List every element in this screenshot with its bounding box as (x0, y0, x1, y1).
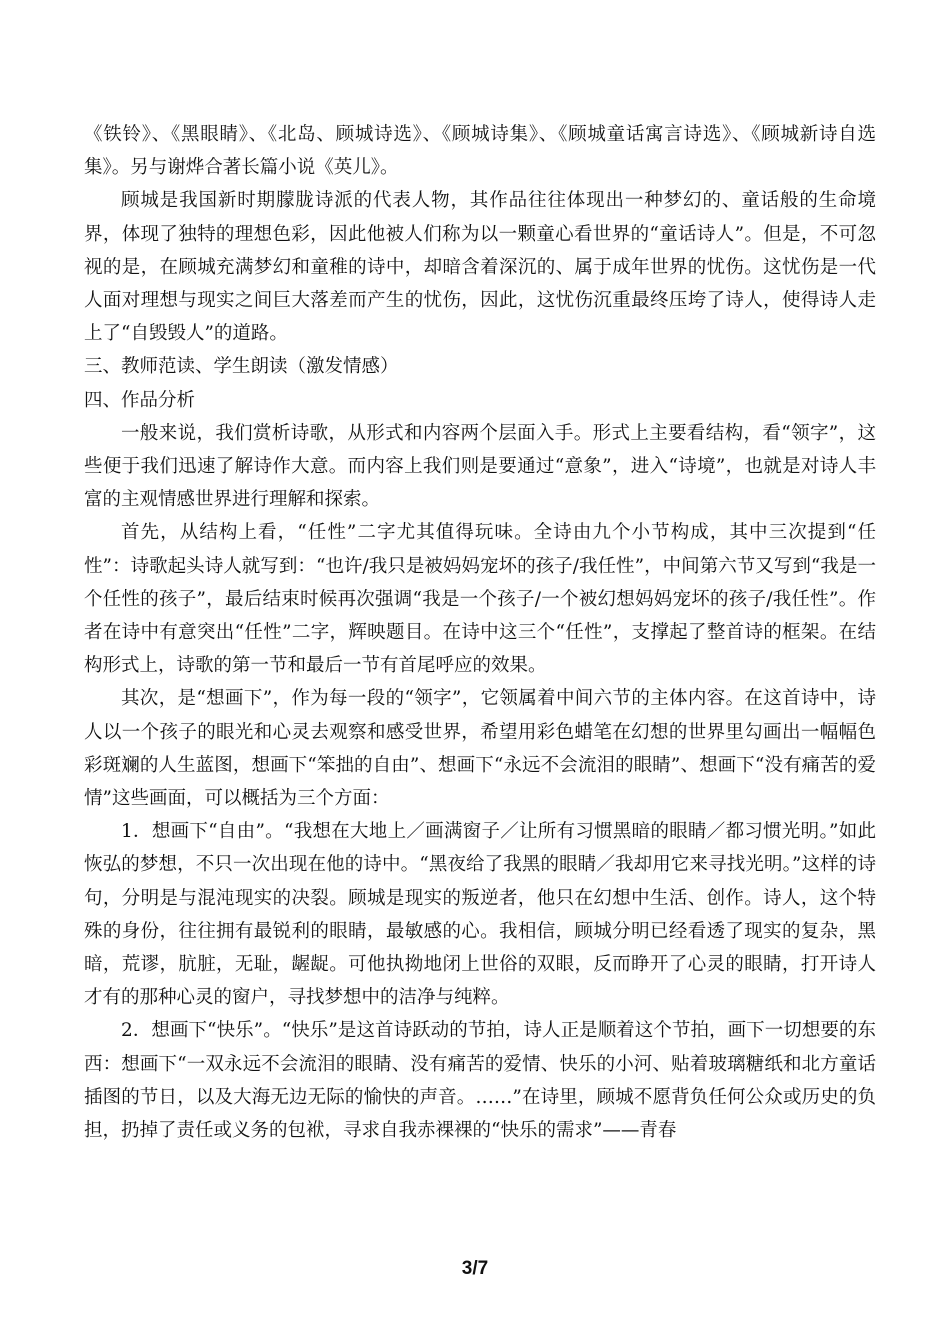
paragraph-point-joy: 2．想画下“快乐”。“快乐”是这首诗跃动的节拍，诗人正是顺着这个节拍，画下一切想要的东西：想画下“一双永远不会流泪的眼睛、没有痛苦的爱情、快乐的小河、贴着玻璃糖纸和北方童话插图的节日，以及大海无边无际的愉快的声音。……”在诗里，顾城不愿背负任何公众或历史的负担，扔掉了责任或义务的包袱，寻求自我赤裸裸的“快乐的需求”——青春 (84, 1020, 876, 1142)
paragraph-poet-intro: 顾城是我国新时期朦胧诗派的代表人物，其作品往往体现出一种梦幻的、童话般的生命境界，体现了独特的理想色彩，因此他被人们称为以一颗童心看世界的“童话诗人”。但是，不可忽视的是，在顾城充满梦幻和童稚的诗中，却暗含着深沉的、属于成年世界的忧伤。这忧伤是一代人面对理想与现实之间巨大落差而产生的忧伤，因此，这忧伤沉重最终压垮了诗人，使得诗人走上了“自毁毁人”的道路。 (84, 190, 876, 345)
paragraph-works-list: 《铁铃》、《黑眼睛》、《北岛、顾城诗选》、《顾城诗集》、《顾城童话寓言诗选》、《顾城新诗自选集》。另与谢烨合著长篇小说《英儿》。 (84, 124, 876, 179)
section-heading-reading: 三、教师范读、学生朗读（激发情感） (84, 356, 399, 378)
document-body (84, 118, 876, 1147)
page-number: 3/7 (461, 1258, 489, 1279)
section-heading-analysis: 四、作品分析 (84, 389, 196, 411)
paragraph-analysis-method: 一般来说，我们赏析诗歌，从形式和内容两个层面入手。形式上主要看结构，看“领字”，这些便于我们迅速了解诗作大意。而内容上我们则是要通过“意象”，进入“诗境”，也就是对诗人丰富的主观情感世界进行理解和探索。 (84, 422, 876, 511)
paragraph-structure: 首先，从结构上看，“任性”二字尤其值得玩味。全诗由九个小节构成，其中三次提到“任性”：诗歌起头诗人就写到：“也许/我只是被妈妈宠坏的孩子/我任性”，中间第六节又写到“我是一个任性的孩子”，最后结束时候再次强调“我是一个孩子/一个被幻想妈妈宠坏的孩子/我任性”。作者在诗中有意突出“任性”二字，辉映题目。在诗中这三个“任性”，支撑起了整首诗的框架。在结构形式上，诗歌的第一节和最后一节有首尾呼应的效果。 (84, 522, 876, 677)
paragraph-lead-word: 其次，是“想画下”，作为每一段的“领字”，它领属着中间六节的主体内容。在这首诗中，诗人以一个孩子的眼光和心灵去观察和感受世界，希望用彩色蜡笔在幻想的世界里勾画出一幅幅色彩斑斓的人生蓝图，想画下“笨拙的自由”、想画下“永远不会流泪的眼睛”、想画下“没有痛苦的爱情”这些画面，可以概括为三个方面： (84, 688, 876, 810)
paragraph-point-freedom: 1．想画下“自由”。“我想在大地上／画满窗子／让所有习惯黑暗的眼睛／都习惯光明。”如此恢弘的梦想，不只一次出现在他的诗中。“黑夜给了我黑的眼睛／我却用它来寻找光明。”这样的诗句，分明是与混沌现实的决裂。顾城是现实的叛逆者，他只在幻想中生活、创作。诗人，这个特殊的身份，往往拥有最锐利的眼睛，最敏感的心。我相信，顾城分明已经看透了现实的复杂，黑暗，荒谬，肮脏，无耻，龌龊。可他执拗地闭上世俗的双眼，反而睁开了心灵的眼睛，打开诗人才有的那种心灵的窗户，寻找梦想中的洁净与纯粹。 (84, 821, 876, 1009)
